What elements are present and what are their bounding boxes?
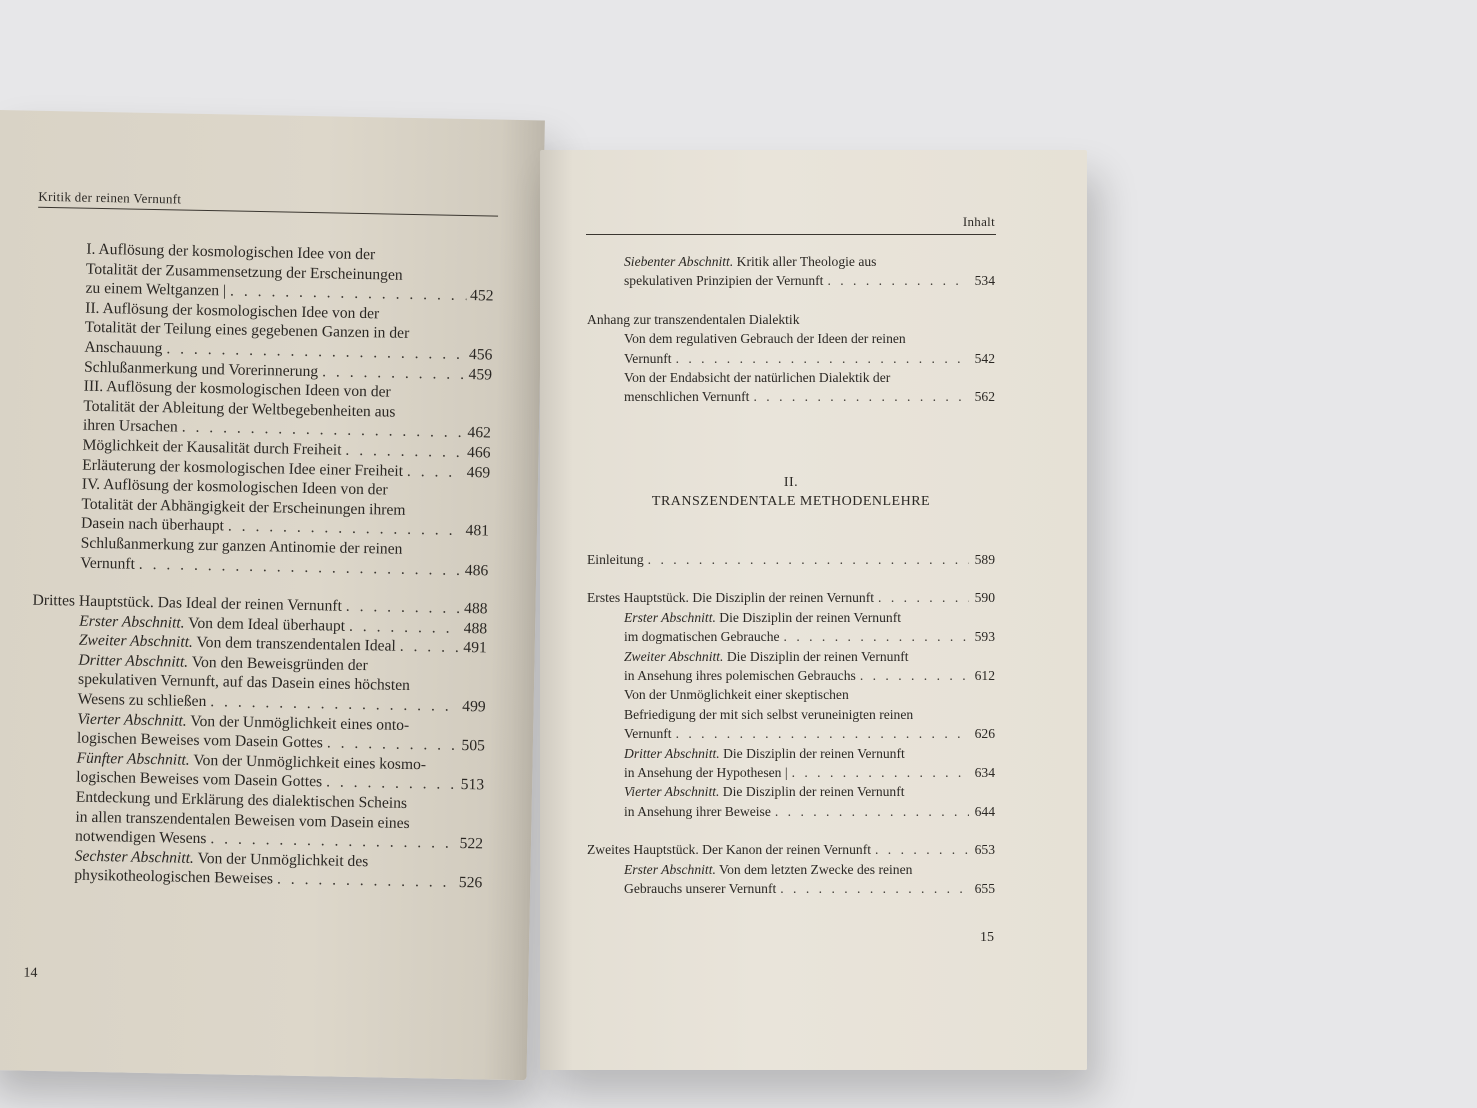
toc-entry-label bbox=[624, 782, 905, 801]
toc-entry bbox=[587, 387, 995, 406]
toc-entry-label bbox=[587, 550, 644, 569]
toc-entry-label bbox=[624, 627, 780, 646]
toc-entry-text: Erläuterung der kosmologischen Idee einer Freiheit bbox=[82, 456, 404, 480]
toc-entry-text: Totalität der Teilung eines gegebenen Ganzen in der bbox=[84, 319, 410, 343]
toc-page-number: 456 bbox=[468, 346, 493, 364]
toc-entry-label bbox=[624, 329, 906, 348]
toc-page-number: 593 bbox=[974, 629, 995, 645]
toc-entry-section-label: Dritter Abschnitt. bbox=[78, 651, 189, 671]
leader-dots bbox=[346, 597, 461, 619]
toc-entry-section-label: Fünfter Abschnitt. bbox=[76, 749, 190, 769]
toc-entry-text: Von der Unmöglichkeit einer skeptischen bbox=[624, 687, 849, 703]
toc-page-number: 644 bbox=[974, 803, 995, 819]
toc-list-bottom bbox=[587, 550, 995, 899]
toc-entry-text: Vernunft bbox=[624, 350, 672, 366]
leader-dots bbox=[349, 616, 460, 638]
toc-entry bbox=[587, 705, 995, 724]
toc-page-number: 513 bbox=[460, 776, 485, 794]
toc-entry bbox=[587, 724, 995, 743]
toc-entry-text: Befriedigung der mit sich selbst veruneinigten reinen bbox=[624, 706, 914, 722]
toc-entry-text: logischen Beweises vom Dasein Gottes bbox=[76, 729, 324, 752]
toc-entry-label bbox=[83, 416, 178, 437]
toc-page-number: 526 bbox=[458, 874, 483, 892]
toc-entry-text: spekulativen Prinzipien der Vernunft bbox=[624, 273, 824, 289]
toc-entry-text: Erstes Hauptstück. Die Disziplin der reinen Vernunft bbox=[587, 590, 875, 606]
toc-gap bbox=[587, 821, 995, 840]
toc-entry-label bbox=[624, 744, 905, 763]
header-rule bbox=[38, 207, 498, 217]
toc-entry-text: Entdeckung und Erklärung des dialektischen Scheins bbox=[75, 788, 408, 812]
toc-entry-text: Totalität der Abhängigkeit der Erscheinungen ihrem bbox=[81, 495, 406, 519]
toc-entry-text: notwendigen Wesens bbox=[74, 827, 207, 848]
toc-entry bbox=[587, 550, 995, 569]
toc-entry-text: Dasein nach überhaupt bbox=[80, 514, 225, 535]
toc-entry-section-label: Dritter Abschnitt. bbox=[624, 745, 720, 761]
leader-dots bbox=[875, 840, 969, 859]
toc-entry-text: menschlichen Vernunft bbox=[624, 389, 750, 405]
toc-page-number: 634 bbox=[974, 765, 995, 781]
toc-entry-text: Möglichkeit der Kausalität durch Freiheit bbox=[82, 436, 342, 459]
toc-entry-section-label: Vierter Abschnitt. bbox=[624, 784, 720, 800]
toc-entry-text: Anhang zur transzendentalen Dialektik bbox=[587, 311, 800, 327]
toc-entry-text: Die Disziplin der reinen Vernunft bbox=[719, 745, 905, 761]
leader-dots bbox=[327, 734, 458, 756]
toc-entry-label bbox=[624, 724, 672, 743]
toc-entry-text: Von dem letzten Zwecke des reinen bbox=[715, 861, 913, 877]
toc-entry-text: in allen transzendentalen Beweisen vom Dasein eines bbox=[75, 808, 410, 832]
toc-entry-text: Von dem regulativen Gebrauch der Ideen der reinen bbox=[624, 331, 906, 347]
toc-entry-text: Totalität der Ableitung der Weltbegebenheiten aus bbox=[83, 397, 396, 421]
toc-entry-label bbox=[624, 763, 788, 782]
toc-entry bbox=[587, 860, 995, 879]
toc-entry bbox=[587, 252, 995, 271]
toc-gap bbox=[587, 291, 995, 310]
leader-dots bbox=[326, 773, 457, 795]
toc-entry-section-label: Zweiter Abschnitt. bbox=[624, 648, 724, 664]
toc-entry-text: Die Disziplin der reinen Vernunft bbox=[723, 648, 909, 664]
toc-page-number: 499 bbox=[462, 698, 486, 716]
toc-entry-label bbox=[624, 666, 856, 685]
toc-page-number: 534 bbox=[974, 273, 995, 289]
toc-entry-section-label: Zweiter Abschnitt. bbox=[78, 631, 194, 652]
toc-entry-label bbox=[74, 866, 273, 889]
leader-dots bbox=[792, 763, 969, 782]
toc-page-number: 469 bbox=[466, 463, 491, 482]
toc-page-number: 612 bbox=[974, 668, 995, 684]
toc-entry-text: in Ansehung der Hypothesen | bbox=[624, 765, 788, 781]
toc-entry bbox=[587, 588, 995, 607]
toc-entry bbox=[587, 329, 995, 348]
section-number: II. bbox=[783, 475, 799, 490]
toc-entry-label bbox=[624, 802, 771, 821]
toc-page-number: 562 bbox=[974, 389, 995, 405]
page-number: 14 bbox=[23, 965, 38, 981]
toc-entry-label bbox=[624, 252, 876, 271]
toc-list-top bbox=[587, 252, 995, 407]
toc-entry-label bbox=[624, 685, 849, 704]
toc-gap bbox=[587, 569, 995, 588]
toc-page-number: 462 bbox=[467, 424, 492, 442]
toc-entry bbox=[587, 368, 995, 387]
toc-entry-label bbox=[78, 690, 207, 712]
toc-entry-text: Von der Unmöglichkeit eines kosmo- bbox=[189, 751, 427, 774]
section-heading bbox=[586, 473, 996, 511]
toc-page-number: 522 bbox=[459, 835, 484, 853]
toc-entry-text: Von den Beweisgründen der bbox=[188, 653, 368, 675]
toc-entry-label bbox=[75, 827, 207, 849]
toc-entry bbox=[587, 271, 995, 290]
toc-page-number: 653 bbox=[974, 842, 995, 858]
toc-entry-text: III. Auflösung der kosmologischen Ideen von der bbox=[83, 377, 391, 401]
toc-entry bbox=[587, 310, 995, 329]
leader-dots bbox=[676, 349, 969, 368]
leader-dots bbox=[784, 627, 969, 646]
toc-entry bbox=[587, 879, 995, 898]
toc-entry bbox=[587, 840, 995, 859]
toc-entry-label bbox=[81, 514, 224, 536]
toc-entry-text: physikotheologischen Beweises bbox=[74, 866, 274, 888]
toc-entry bbox=[587, 744, 995, 763]
toc-entry-text: Von dem Ideal überhaupt bbox=[184, 614, 346, 635]
toc-entry-text: Zweites Hauptstück. Der Kanon der reinen Vernunft bbox=[587, 842, 871, 858]
toc-list bbox=[27, 239, 494, 894]
toc-entry-text: Einleitung bbox=[587, 552, 644, 567]
toc-entry-text: Die Disziplin der reinen Vernunft bbox=[715, 609, 901, 625]
toc-entry-text: im dogmatischen Gebrauche bbox=[624, 629, 780, 645]
toc-entry bbox=[587, 782, 995, 801]
toc-entry-text: Totalität der Zusammensetzung der Erscheinungen bbox=[85, 260, 403, 284]
leader-dots bbox=[345, 441, 463, 463]
toc-entry-label bbox=[587, 310, 800, 329]
header-rule bbox=[586, 234, 996, 235]
toc-entry-text: Von der Unmöglichkeit eines onto- bbox=[186, 712, 410, 734]
toc-entry bbox=[587, 349, 995, 368]
leader-dots bbox=[827, 271, 969, 290]
toc-page-number: 491 bbox=[463, 639, 487, 657]
toc-entry-text: Drittes Hauptstück. Das Ideal der reinen Vernunft bbox=[32, 591, 343, 615]
toc-entry-section-label: Siebenter Abschnitt. bbox=[624, 254, 734, 269]
toc-page-number: 542 bbox=[974, 350, 995, 366]
toc-page-number: 486 bbox=[464, 561, 489, 579]
right-page bbox=[540, 150, 1087, 1070]
toc-page-number: 488 bbox=[463, 619, 488, 638]
toc-entry-text: in Ansehung ihrer Beweise bbox=[624, 803, 771, 819]
toc-entry-label bbox=[587, 840, 871, 859]
toc-page-number: 488 bbox=[463, 600, 488, 618]
left-page bbox=[0, 110, 545, 1080]
toc-entry-label bbox=[624, 349, 672, 368]
leader-dots bbox=[753, 387, 969, 406]
leader-dots bbox=[277, 870, 455, 893]
toc-entry-section-label: Erster Abschnitt. bbox=[624, 861, 716, 877]
toc-page-number: 466 bbox=[466, 443, 491, 462]
toc-entry-label bbox=[624, 879, 776, 898]
toc-entry-label bbox=[624, 387, 749, 406]
toc-entry-text: Die Disziplin der reinen Vernunft bbox=[719, 784, 905, 800]
toc-entry-label bbox=[624, 368, 890, 387]
leader-dots bbox=[860, 666, 969, 685]
toc-entry bbox=[587, 802, 995, 821]
toc-entry-text: I. Auflösung der kosmologischen Idee von der bbox=[86, 240, 376, 264]
toc-entry-text: II. Auflösung der kosmologischen Idee von der bbox=[85, 299, 380, 323]
toc-entry-label bbox=[587, 588, 874, 607]
leader-dots bbox=[648, 550, 969, 569]
leader-dots bbox=[400, 637, 460, 658]
running-head: Inhalt bbox=[962, 214, 995, 229]
toc-entry-section-label: Erster Abschnitt. bbox=[624, 609, 716, 625]
toc-entry-text: ihren Ursachen bbox=[82, 416, 178, 436]
running-head: Kritik der reinen Vernunft bbox=[38, 188, 182, 207]
toc-entry bbox=[587, 627, 995, 646]
toc-entry-label bbox=[80, 553, 135, 574]
toc-entry-label bbox=[624, 647, 909, 666]
toc-entry bbox=[587, 608, 995, 627]
toc-entry-text: Vernunft bbox=[80, 554, 136, 573]
section-title: TRANSZENDENTALE METHODENLEHRE bbox=[651, 494, 931, 509]
toc-page-number: 626 bbox=[974, 726, 995, 742]
toc-entry-text: Von der Unmöglichkeit des bbox=[193, 849, 369, 871]
toc-entry-text: Wesens zu schließen bbox=[77, 690, 207, 711]
toc-entry-text: Kritik aller Theologie aus bbox=[733, 254, 877, 269]
toc-entry-section-label: Erster Abschnitt. bbox=[79, 612, 185, 632]
toc-entry-text: Von der Endabsicht der natürlichen Dialektik der bbox=[624, 370, 891, 386]
leader-dots bbox=[878, 588, 969, 607]
leader-dots bbox=[322, 362, 465, 384]
toc-page-number: 452 bbox=[469, 287, 494, 305]
leader-dots bbox=[676, 724, 969, 743]
toc-page-number: 459 bbox=[468, 365, 493, 384]
leader-dots bbox=[780, 879, 969, 898]
toc-entry-label bbox=[624, 271, 823, 290]
toc-entry-label bbox=[624, 608, 901, 627]
toc-entry-label bbox=[624, 705, 913, 724]
toc-page-number: 505 bbox=[461, 737, 486, 755]
page-number: 15 bbox=[980, 930, 994, 945]
toc-entry-text: in Ansehung ihres polemischen Gebrauchs bbox=[624, 668, 856, 684]
toc-entry-text: Schlußanmerkung zur ganzen Antinomie der reinen bbox=[80, 534, 403, 558]
toc-entry bbox=[587, 666, 995, 685]
toc-entry bbox=[587, 685, 995, 704]
toc-entry-text: Anschauung bbox=[84, 338, 163, 358]
toc-entry-label bbox=[85, 279, 226, 301]
toc-entry-label bbox=[624, 860, 912, 879]
toc-entry-text: Von dem transzendentalen Ideal bbox=[192, 634, 396, 655]
leader-dots bbox=[775, 802, 969, 821]
toc-entry bbox=[587, 647, 995, 666]
toc-entry-text: logischen Beweises vom Dasein Gottes bbox=[76, 769, 323, 791]
toc-page-number: 481 bbox=[465, 522, 490, 540]
toc-entry-text: IV. Auflösung der kosmologischen Ideen von der bbox=[81, 475, 388, 499]
toc-entry-section-label: Sechster Abschnitt. bbox=[74, 847, 195, 867]
toc-entry-text: zu einem Weltganzen | bbox=[85, 279, 227, 300]
toc-page-number: 590 bbox=[974, 590, 995, 606]
toc-page-number: 655 bbox=[974, 881, 995, 897]
toc-entry bbox=[587, 763, 995, 782]
toc-entry-section-label: Vierter Abschnitt. bbox=[77, 710, 187, 730]
leader-dots bbox=[407, 461, 463, 482]
toc-entry-text: spekulativen Vernunft, auf das Dasein eines höchsten bbox=[77, 671, 411, 695]
toc-entry-text: Schlußanmerkung und Vorerinnerung bbox=[83, 358, 319, 380]
toc-page-number: 589 bbox=[974, 552, 995, 567]
toc-entry-label bbox=[84, 338, 162, 359]
toc-entry-text: Gebrauchs unserer Vernunft bbox=[624, 881, 777, 897]
toc-entry-text: Vernunft bbox=[624, 726, 672, 742]
